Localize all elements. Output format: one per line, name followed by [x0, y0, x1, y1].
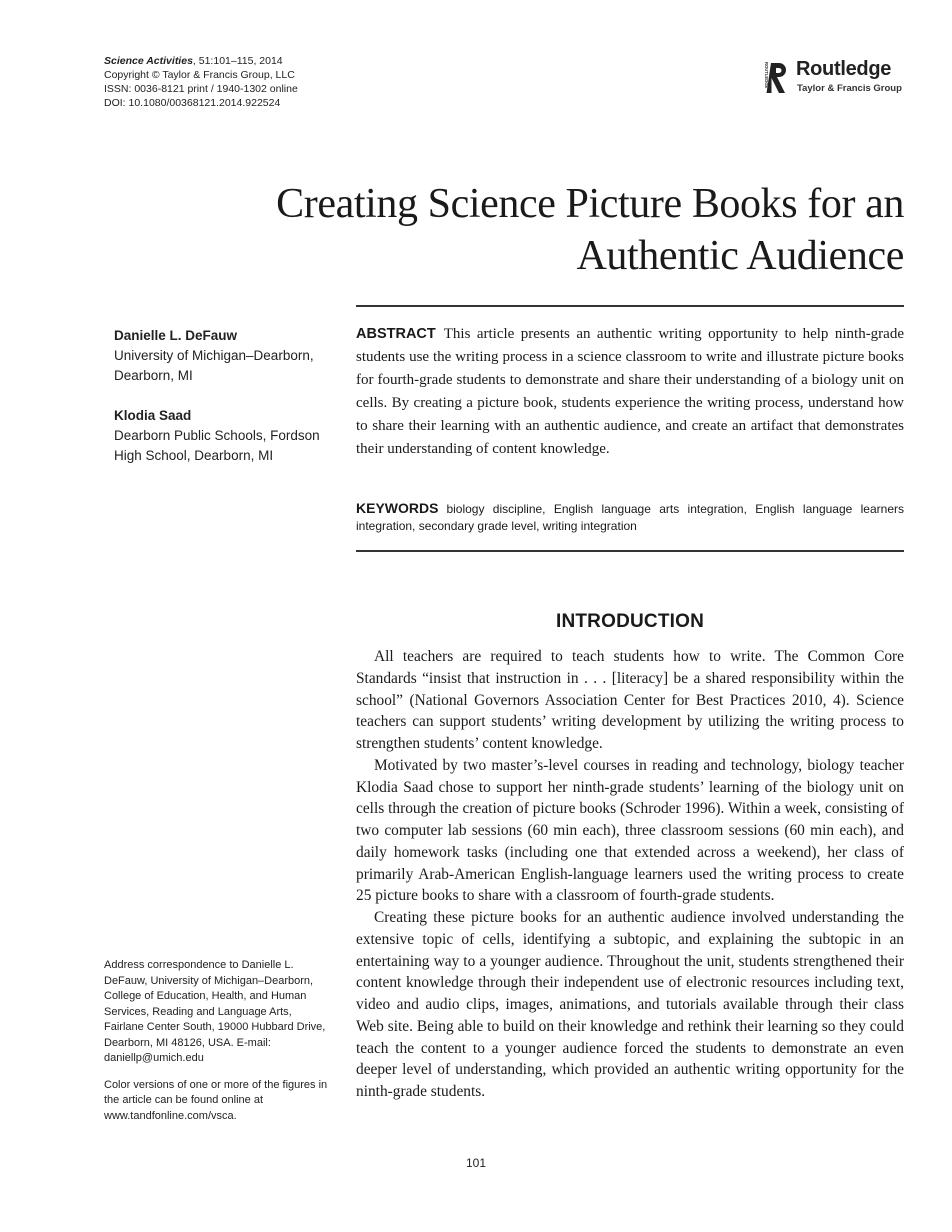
- abstract-text: This article presents an authentic writing opportunity to help ninth-grade students use the writing process in a science classroom to write and illustrate picture books for fourth-grade students to demonstrate and share their understanding of a biology unit on cells. By creating a picture book, students experience the writing process, understand how to share their learning with an authentic audience, and create an artifact that demonstrates their understanding of content knowledge.: [356, 326, 904, 457]
- author-name: Klodia Saad: [114, 408, 192, 423]
- divider-top: [356, 305, 904, 307]
- issn-line: ISSN: 0036-8121 print / 1940-1302 online: [104, 83, 298, 95]
- body-paragraph: All teachers are required to teach students how to write. The Common Core Standards “insist that instruction in . . . [literacy] be a shared responsibility within the school” (National Governors Association Center for Best Practices 2010, 4). Science teachers can support students’ writing development by utilizing the writing process to strengthen students’ content knowledge.: [356, 648, 904, 752]
- author-affiliation: University of Michigan–Dearborn,: [114, 348, 314, 363]
- routledge-logo-icon: [762, 60, 788, 96]
- divider-bottom: [356, 550, 904, 552]
- citation-text: , 51:101–115, 2014: [192, 55, 283, 67]
- author-affiliation: High School, Dearborn, MI: [114, 448, 274, 463]
- author-entry: [114, 406, 346, 466]
- logo-side-text: ROUTLEDGE: [764, 62, 769, 89]
- abstract-label: ABSTRACT: [356, 326, 436, 342]
- correspondence-note: Address correspondence to Danielle L. DeFauw, University of Michigan–Dearborn, College of Education, Health, and Human Services, Reading and Language Arts, Fairlane Center South, 19000 Hubbard Drive, Dearborn, MI 48126, USA. E-mail: daniellp@umich.edu: [104, 959, 326, 1064]
- section-heading: INTRODUCTION: [555, 611, 705, 632]
- publisher-name: Routledge: [796, 58, 892, 80]
- keywords-text: biology discipline, English language arts integration, English language learners integration, secondary grade level, writing integration: [356, 502, 904, 533]
- doi-line: DOI: 10.1080/00368121.2014.922524: [104, 97, 281, 109]
- body-paragraph: Creating these picture books for an authentic audience involved understanding the extensive topic of cells, identifying a subtopic, and explaining the subtopic in an entertaining way to a younger audience. Throughout the unit, students strengthened their content knowledge through their independent use of electronic resources including text, video and audio clips, images, animations, and tutorials available through their class Web site. Being able to build on their knowledge and rethink their learning so they could teach the content to a younger audience forced the students to demonstrate an even deeper level of understanding, which provided an authentic writing opportunity for the ninth-grade students.: [356, 909, 904, 1100]
- copyright-line: Copyright © Taylor & Francis Group, LLC: [104, 69, 295, 81]
- abstract: [356, 323, 904, 461]
- author-entry: [114, 326, 346, 386]
- citation-line: [104, 54, 424, 68]
- side-notes: [104, 958, 330, 1135]
- journal-header: [104, 54, 424, 110]
- body-paragraph: Motivated by two master’s-level courses in reading and technology, biology teacher Klodia Saad chose to support her ninth-grade students’ learning of the biology unit on cells through the creation of picture books (Schroder 1996). Within a week, consisting of two computer lab sessions (60 min each), three classroom sessions (60 min each), and daily homework tasks (including one that extended across a weekend), her class of primarily Arab-American English-language learners used the writing process to create 25 picture books to share with a classroom of fourth-grade students.: [356, 756, 904, 905]
- title-line-2: Authentic Audience: [576, 233, 904, 279]
- publisher-logo: [762, 58, 912, 98]
- author-affiliation: Dearborn Public Schools, Fordson: [114, 428, 320, 443]
- color-version-note: Color versions of one or more of the figures in the article can be found online at www.tandfonline.com/vsca.: [104, 1078, 328, 1122]
- author-affiliation: Dearborn, MI: [114, 368, 193, 383]
- journal-name: Science Activities: [104, 55, 193, 67]
- keywords-label: KEYWORDS: [356, 500, 439, 516]
- introduction-body: [356, 646, 904, 1103]
- author-name: Danielle L. DeFauw: [114, 328, 238, 343]
- article-title: [184, 178, 904, 282]
- title-line-1: Creating Science Picture Books for an: [276, 181, 904, 227]
- publisher-subtitle: Taylor & Francis Group: [797, 83, 902, 94]
- page-number: 101: [465, 1156, 487, 1170]
- keywords: [356, 500, 904, 535]
- author-list: [114, 326, 346, 486]
